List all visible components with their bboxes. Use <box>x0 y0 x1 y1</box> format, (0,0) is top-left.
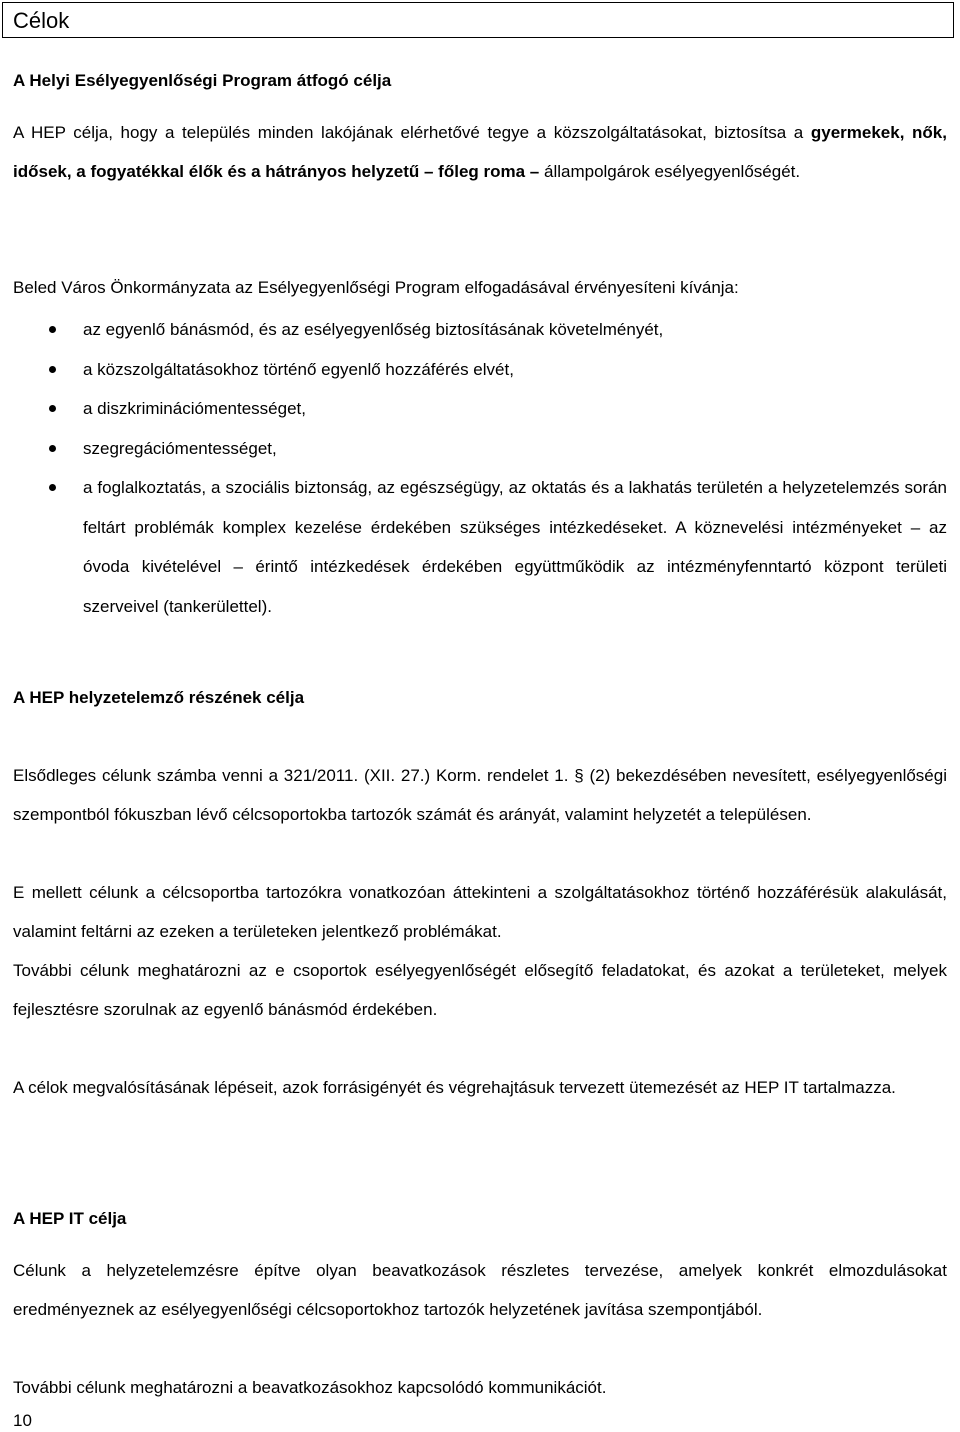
paragraph-further-goal: További célunk meghatározni az e csoportok esélyegyenlőségét elősegítő feladatokat, és azokat a területeket, melyek fejlesztésre szorulnak az egyenlő bánásmód érdekében. <box>13 961 947 1019</box>
bullet-item: szegregációmentességet, <box>13 429 947 469</box>
paragraph-hep-goal <box>13 113 947 191</box>
paragraph-hep-goal-part1: A HEP célja, hogy a település minden lakójának elérhetővé tegye a közszolgáltatásokat, biztosítsa a <box>13 123 811 142</box>
heading-overall-goal: A Helyi Esélyegyenlőségi Program átfogó célja <box>13 71 392 90</box>
paragraph-primary-goal: Elsődleges célunk számba venni a 321/2011. (XII. 27.) Korm. rendelet 1. § (2) bekezdésében nevesített, esélyegyenlőségi szempontból fókuszban lévő célcsoportokba tartozók számát és arányát, valamint helyzetét a településen. <box>13 766 947 824</box>
heading-hep-it: A HEP IT célja <box>13 1209 127 1228</box>
paragraph-hep-goal-part2: állampolgárok esélyegyenlőségét. <box>539 162 801 181</box>
paragraph-access-review: E mellett célunk a célcsoportba tartozókra vonatkozóan áttekinteni a szolgáltatásokhoz történő hozzáférésük alakulását, valamint feltárni az ezeken a területeken jelentkező problémákat. <box>13 883 947 941</box>
paragraph-hep-it-goal: Célunk a helyzetelemzésre építve olyan beavatkozások részletes tervezése, amelyek konkrét elmozdulásokat eredményeznek az esélyegyenlőségi célcsoportokhoz tartozók helyzetének javítása szempontjából. <box>13 1261 947 1319</box>
goals-bullet-list <box>13 310 947 626</box>
paragraph-implementation: A célok megvalósításának lépéseit, azok forrásigényét és végrehajtásuk tervezett ütemezését az HEP IT tartalmazza. <box>13 1078 896 1097</box>
bullet-item: az egyenlő bánásmód, és az esélyegyenlőség biztosításának követelményét, <box>13 310 947 350</box>
page-number: 10 <box>13 1411 32 1430</box>
heading-situation-analysis: A HEP helyzetelemző részének célja <box>13 688 305 707</box>
page-title: Célok <box>2 2 954 38</box>
paragraph-lead: Beled Város Önkormányzata az Esélyegyenlőségi Program elfogadásával érvényesíteni kívánja: <box>13 278 739 297</box>
bullet-item: a foglalkoztatás, a szociális biztonság, az egészségügy, az oktatás és a lakhatás területén a helyzetelemzés során feltárt problémák komplex kezelése érdekében szükséges intézkedéseket. A köznevelési intézményeket – az óvoda kivételével – érintő intézkedések érdekében együttműködik az intézményfenntartó központ területi szerveivel (tankerülettel). <box>13 468 947 626</box>
paragraph-hep-goal-target-groups: gyermekek, nők, idősek, a fogyatékkal élők és a hátrányos helyzetű – főleg roma – <box>13 123 947 181</box>
bullet-item: a közszolgáltatásokhoz történő egyenlő hozzáférés elvét, <box>13 350 947 390</box>
paragraph-communication: További célunk meghatározni a beavatkozásokhoz kapcsolódó kommunikációt. <box>13 1378 607 1397</box>
bullet-item: a diszkriminációmentességet, <box>13 389 947 429</box>
